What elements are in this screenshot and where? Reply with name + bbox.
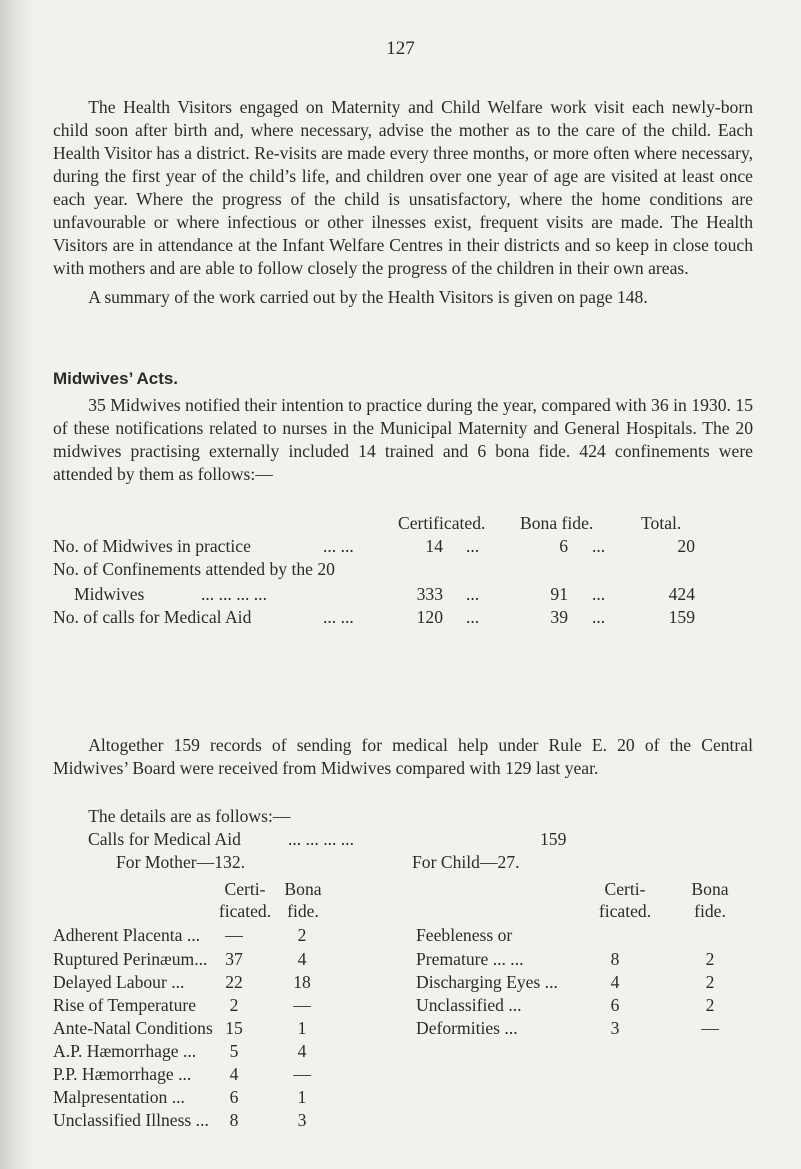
paragraph-text: The details are as follows:— <box>88 806 291 826</box>
paragraph-text: Altogether 159 records of sending for medical help under Rule E. 20 of the Central Midwives’ Board were received from Midwives compared with 129 last year. <box>53 735 753 778</box>
mother-row-label: Unclassified Illness ... <box>53 1110 209 1130</box>
col-header-certificated: Certificated. <box>398 513 486 533</box>
paragraph-midwives-notified <box>53 394 753 486</box>
for-child-label: For Child—27. <box>412 852 520 872</box>
row-leader-dots: ... ... ... ... <box>201 584 267 604</box>
mother-row-bona-fide: 4 <box>297 1041 307 1061</box>
child-row-bona-fide: 2 <box>705 972 715 992</box>
paragraph-text: The Health Visitors engaged on Maternity and Child Welfare work visit each newly-born child soon after birth and, where necessary, advise the mother as to the care of the child. Each Health Visitor has a district. Re-visits are made every three months, or more often where necessary, during the first year of the child’s life, and children over one year of age are visited at least once each year. Where the progress of the child is unsatisfactory, where the home conditions are unfavourable or where infectious or other ilnesses exist, frequent visits are made. The Health Visitors are in attendance at the Infant Welfare Centres in their districts and so keep in close touch with mothers and are able to follow closely the progress of the children in their own areas. <box>53 97 753 278</box>
mother-col-header-certificated: Certi- <box>224 879 266 899</box>
mother-row-label: Delayed Labour ... <box>53 972 185 992</box>
mother-row-certificated: 6 <box>229 1087 239 1107</box>
paragraph-health-visitors <box>53 96 753 280</box>
row-label-midwives-in-practice: No. of Midwives in practice <box>53 536 251 556</box>
paragraph-summary-reference <box>53 286 753 309</box>
mother-row-bona-fide: — <box>293 995 311 1015</box>
calls-for-medical-aid-label: Calls for Medical Aid <box>88 829 241 849</box>
child-row-label: Discharging Eyes ... <box>416 972 558 992</box>
cell-separator: ... <box>592 536 606 556</box>
child-col-header-certificated: Certi- <box>604 879 646 899</box>
mother-row-label: Rise of Temperature <box>53 995 197 1015</box>
mother-col-header-certificated-cont: ficated. <box>218 901 272 921</box>
mother-row-certificated: 4 <box>229 1064 239 1084</box>
child-col-header-bona-cont: fide. <box>694 901 726 921</box>
cell-separator: ... <box>592 607 606 627</box>
child-row-certificated: 3 <box>610 1018 620 1038</box>
for-mother-label: For Mother—132. <box>116 852 246 872</box>
row-label-confinements-cont: Midwives <box>74 584 145 604</box>
child-row-label: Unclassified ... <box>416 995 522 1015</box>
mother-row-bona-fide: 4 <box>297 949 307 969</box>
mother-row-label: P.P. Hæmorrhage ... <box>53 1064 192 1084</box>
mother-row-bona-fide: 18 <box>293 972 311 992</box>
col-header-total: Total. <box>641 513 682 533</box>
child-row-bona-fide: 2 <box>705 995 715 1015</box>
mother-row-certificated: 8 <box>229 1110 239 1130</box>
cell-confinements-total: 424 <box>668 584 695 604</box>
mother-row-label: Adherent Placenta ... <box>53 925 201 945</box>
mother-row-label: Ante-Natal Conditions <box>53 1018 213 1038</box>
mother-row-bona-fide: 1 <box>297 1087 307 1107</box>
paragraph-details-follow <box>53 805 753 828</box>
cell-separator: ... <box>466 536 480 556</box>
mother-row-bona-fide: — <box>293 1064 311 1084</box>
mother-row-label: Ruptured Perinæum... <box>53 949 208 969</box>
cell-calls-total: 159 <box>668 607 695 627</box>
cell-separator: ... <box>592 584 606 604</box>
cell-calls-certificated: 120 <box>416 607 443 627</box>
mother-row-certificated: 22 <box>225 972 243 992</box>
cell-midwives-certificated: 14 <box>425 536 443 556</box>
mother-col-header-bona: Bona <box>284 879 322 899</box>
child-row-certificated: 8 <box>610 949 620 969</box>
mother-row-certificated: 15 <box>225 1018 243 1038</box>
row-leader-dots: ... ... ... ... <box>288 829 354 849</box>
page-binding-shadow <box>0 0 34 1169</box>
child-row-certificated: 6 <box>610 995 620 1015</box>
cell-separator: ... <box>466 584 480 604</box>
mother-row-bona-fide: 3 <box>297 1110 307 1130</box>
child-row-bona-fide: 2 <box>705 949 715 969</box>
cell-confinements-certificated: 333 <box>416 584 443 604</box>
paragraph-text: 35 Midwives notified their intention to practice during the year, compared with 36 in 1930. 15 of these notifications related to nurses in the Municipal Maternity and General Hospitals. The 20 midwives practising externally included 14 trained and 6 bona fide. 424 confinements were attended by them as follows:— <box>53 395 753 484</box>
mother-row-certificated: 5 <box>229 1041 239 1061</box>
cell-calls-bona-fide: 39 <box>550 607 568 627</box>
mother-row-certificated: — <box>225 925 243 945</box>
mother-row-label: A.P. Hæmorrhage ... <box>53 1041 197 1061</box>
child-col-header-bona: Bona <box>691 879 729 899</box>
cell-midwives-bona-fide: 6 <box>559 536 568 556</box>
mother-row-label: Malpresentation ... <box>53 1087 185 1107</box>
cell-separator: ... <box>466 607 480 627</box>
child-row-label: Deformities ... <box>416 1018 518 1038</box>
calls-for-medical-aid-total: 159 <box>540 829 567 849</box>
mother-row-certificated: 2 <box>229 995 239 1015</box>
paragraph-records-altogether <box>53 734 753 780</box>
child-row-label: Feebleness or <box>416 925 513 945</box>
row-label-confinements: No. of Confinements attended by the 20 <box>53 559 335 579</box>
mother-row-bona-fide: 1 <box>297 1018 307 1038</box>
child-row-bona-fide: — <box>701 1018 719 1038</box>
page-number: 127 <box>386 38 415 59</box>
row-label-calls-medical-aid: No. of calls for Medical Aid <box>53 607 252 627</box>
child-row-certificated: 4 <box>610 972 620 992</box>
paragraph-text: A summary of the work carried out by the Health Visitors is given on page 148. <box>88 287 648 307</box>
child-row-label: Premature ... ... <box>416 949 524 969</box>
mother-row-certificated: 37 <box>225 949 243 969</box>
cell-midwives-total: 20 <box>677 536 695 556</box>
row-leader-dots: ... ... <box>323 536 354 556</box>
child-col-header-certificated-cont: ficated. <box>598 901 652 921</box>
section-heading-midwives-acts: Midwives’ Acts. <box>53 369 179 388</box>
mother-row-bona-fide: 2 <box>297 925 307 945</box>
cell-confinements-bona-fide: 91 <box>550 584 568 604</box>
row-leader-dots: ... ... <box>323 607 354 627</box>
col-header-bona-fide: Bona fide. <box>520 513 594 533</box>
mother-col-header-bona-cont: fide. <box>287 901 319 921</box>
